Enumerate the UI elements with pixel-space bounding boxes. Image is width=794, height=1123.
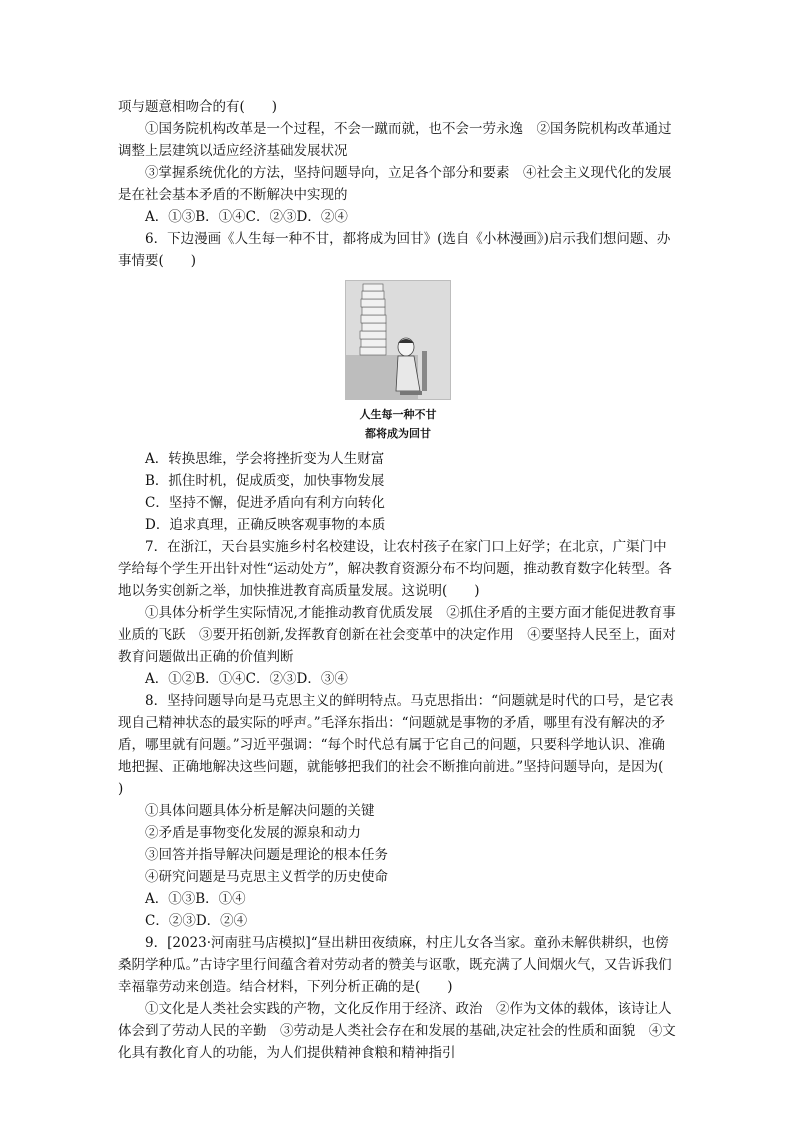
q7-stem: 7．在浙江，天台县实施乡村名校建设，让农村孩子在家门口上好学；在北京，广渠门中学给每个学生开出针对性“运动处方”，解决教育资源分布不均问题，推动教育数字化转型。各地以务实创新之举，加快推进教育高质量发展。这说明( ): [118, 539, 672, 599]
q8-statement-2: ②矛盾是事物变化发展的源泉和动力: [145, 825, 361, 841]
comic-figure: [118, 280, 678, 442]
q6-option-a: A．转换思维，学会将挫折变为人生财富: [145, 451, 385, 467]
comic-caption-line-2: 都将成为回甘: [365, 427, 431, 440]
q9-statements: ①文化是人类社会实践的产物，文化反作用于经济、政治 ②作为文体的载体，该诗让人体会到了劳动人民的辛勤 ③劳动是人类社会存在和发展的基础,决定社会的性质和面貌 ④文化具有教化育人的功能，为人们提供精神食粮和精神指引: [118, 1001, 676, 1061]
q7-options: A．①②B．①④C．②③D．③④: [145, 671, 348, 687]
q5-stem-tail: 项与题意相吻合的有( ): [118, 99, 278, 115]
comic-caption-line-1: 人生每一种不甘: [359, 408, 437, 421]
comic-image: [345, 280, 451, 400]
document-page: [118, 96, 691, 1064]
q9-stem: 9．[2023·河南驻马店模拟]“昼出耕田夜绩麻，村庄儿女各当家。童孙未解供耕织，也傍桑阴学种瓜。”古诗字里行间蕴含着对劳动者的赞美与讴歌，既充满了人间烟火气，又告诉我们幸福靠劳动来创造。结合材料，下列分析正确的是( ): [118, 935, 672, 995]
q6-option-d: D．追求真理，正确反映客观事物的本质: [145, 517, 386, 533]
q6-option-b: B．抓住时机，促成质变，加快事物发展: [145, 473, 385, 489]
q8-statement-4: ④研究问题是马克思主义哲学的历史使命: [145, 869, 388, 885]
q5-statement-1-2: ①国务院机构改革是一个过程，不会一蹴而就，也不会一劳永逸 ②国务院机构改革通过调整上层建筑以适应经济基础发展状况: [118, 121, 672, 159]
q8-options-1: A．①③B．①④: [145, 891, 246, 907]
comic-drawing: [346, 281, 450, 399]
q8-stem: 8．坚持问题导向是马克思主义的鲜明特点。马克思指出：“问题就是时代的口号，是它表现自己精神状态的最实际的呼声。”毛泽东指出：“问题就是事物的矛盾，哪里有没有解决的矛盾，哪里就有问题。”习近平强调：“每个时代总有属于它自己的问题，只要科学地认识、准确地把握、正确地解决这些问题，就能够把我们的社会不断推向前进。”坚持问题导向，是因为( ): [118, 693, 691, 797]
q6-option-c: C．坚持不懈，促进矛盾向有利方向转化: [145, 495, 385, 511]
q8-statement-3: ③回答并指导解决问题是理论的根本任务: [145, 847, 388, 863]
q5-options: A．①③B．①④C．②③D．②④: [145, 209, 348, 225]
q8-statement-1: ①具体问题具体分析是解决问题的关键: [145, 803, 375, 819]
q6-stem: 6．下边漫画《人生每一种不甘，都将成为回甘》(选自《小林漫画》)启示我们想问题、办事情要( ): [118, 231, 671, 269]
q8-options-2: C．②③D．②④: [145, 913, 248, 929]
q7-statements: ①具体分析学生实际情况,才能推动教育优质发展 ②抓住矛盾的主要方面才能促进教育事业质的飞跃 ③要开拓创新,发挥教育创新在社会变革中的决定作用 ④要坚持人民至上，面对教育问题做出正确的价值判断: [118, 605, 676, 665]
q5-statement-3-4: ③掌握系统优化的方法，坚持问题导向，立足各个部分和要素 ④社会主义现代化的发展是在社会基本矛盾的不断解决中实现的: [118, 165, 672, 203]
